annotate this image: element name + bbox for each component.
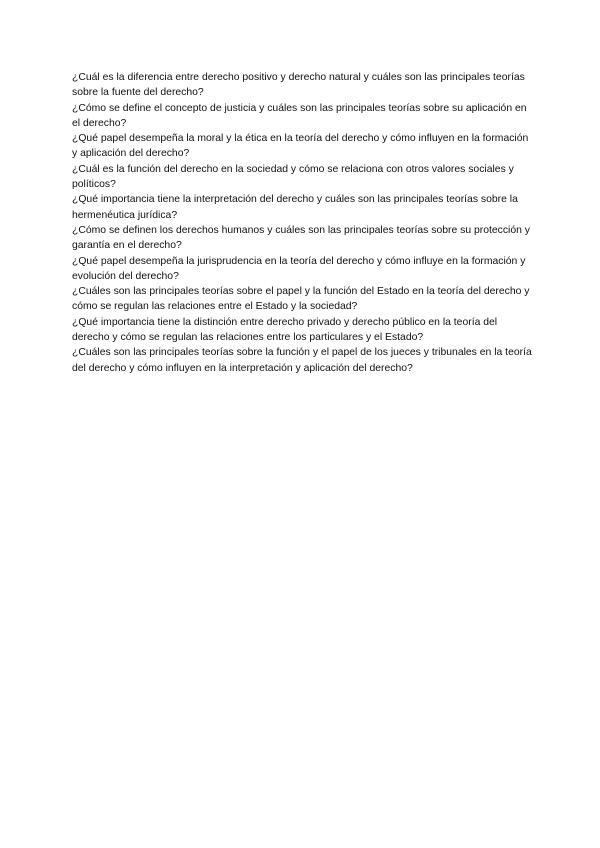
question-item: ¿Cuáles son las principales teorías sobre la función y el papel de los jueces y tribunales en la teoría del derecho y cómo influyen en la interpretación y aplicación del derecho?	[72, 347, 532, 374]
question-item: ¿Cuál es la diferencia entre derecho positivo y derecho natural y cuáles son las principales teorías sobre la fuente del derecho?	[72, 72, 525, 99]
question-item: ¿Cuál es la función del derecho en la sociedad y cómo se relaciona con otros valores sociales y políticos?	[72, 163, 514, 191]
question-item: ¿Cómo se define el concepto de justicia y cuáles son las principales teorías sobre su aplicación en el derecho?	[72, 102, 527, 129]
question-item: ¿Qué papel desempeña la moral y la ética en la teoría del derecho y cómo influyen en la formación y aplicación del derecho?	[72, 133, 529, 160]
question-item: ¿Cómo se definen los derechos humanos y cuáles son las principales teorías sobre su protección y garantía en el derecho?	[72, 224, 531, 252]
question-item: ¿Qué importancia tiene la interpretación del derecho y cuáles son las principales teorías sobre la hermenéutica jurídica?	[72, 194, 518, 221]
question-item: ¿Cuáles son las principales teorías sobre el papel y la función del Estado en la teoría del derecho y cómo se regulan las relaciones entre el Estado y la sociedad?	[72, 286, 530, 313]
question-item: ¿Qué importancia tiene la distinción entre derecho privado y derecho público en la teoría del derecho y cómo se regulan las relaciones entre los particulares y el Estado?	[72, 316, 498, 344]
question-list	[72, 70, 532, 376]
question-item: ¿Qué papel desempeña la jurisprudencia en la teoría del derecho y cómo influye en la formación y evolución del derecho?	[72, 255, 526, 282]
